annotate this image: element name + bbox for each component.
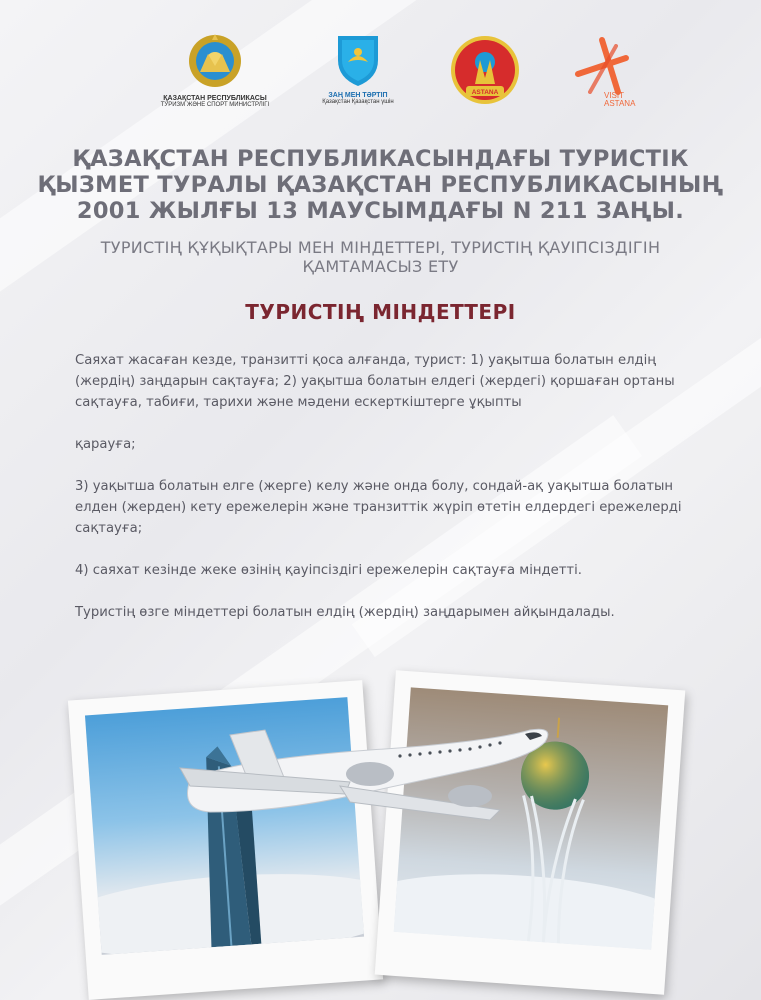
law-order-caption-line1: ЗАҢ МЕН ТӘРТІП	[328, 92, 388, 99]
astana-label: ASTANA	[471, 89, 499, 96]
section-heading: ТУРИСТІҢ МІНДЕТТЕРІ	[245, 300, 516, 324]
paragraph-4: 4) саяхат кезінде жеке өзінің қауіпсіздігі ережелерін сақтауға міндетті.	[75, 563, 582, 578]
star-icon	[572, 32, 652, 108]
astana-logo	[450, 32, 520, 113]
page-title: ҚАЗАҚСТАН РЕСПУБЛИКАСЫНДАҒЫ ТУРИСТІК ҚЫЗМЕТ ТУРАЛЫ ҚАЗАҚСТАН РЕСПУБЛИКАСЫНЫҢ 2001 ЖЫЛҒЫ 13 МАУСЫМДАҒЫ N 211 ЗАҢЫ.	[37, 146, 724, 224]
ministry-caption-line1: ҚАЗАҚСТАН РЕСПУБЛИКАСЫ	[163, 95, 267, 102]
ministry-caption-line2: ТУРИЗМ ЖӘНЕ СПОРТ МИНИСТРЛІГІ	[160, 102, 270, 108]
visit-astana-logo	[572, 32, 652, 113]
paragraph-2: қарауға;	[75, 437, 136, 452]
astana-word: ASTANA	[604, 99, 636, 108]
kazakhstan-emblem-icon	[150, 32, 280, 90]
paragraph-3: 3) уақытша болатын елге (жерге) келу және онда болу, сондай-ақ уақытша болатын елден (жерден) кету ережелерін және транзиттік жүріп өтетін елдердегі ережелерді сақтауға;	[75, 479, 682, 536]
ministry-logo	[150, 32, 280, 109]
airplane-icon	[170, 690, 560, 850]
shield-icon	[318, 32, 398, 87]
law-order-caption-line2: Қазақстан Қазақстан үшін	[322, 99, 394, 105]
astana-emblem-icon	[450, 32, 520, 108]
logos-row	[0, 32, 761, 122]
body-text	[75, 350, 705, 623]
page-subtitle: ТУРИСТІҢ ҚҰҚЫҚТАРЫ МЕН МІНДЕТТЕРІ, ТУРИСТІҢ ҚАУІПСІЗДІГІН ҚАМТАМАСЫЗ ЕТУ	[100, 238, 661, 276]
law-order-logo	[318, 32, 398, 106]
paragraph-5: Туристің өзге міндеттері болатын елдің (жердің) заңдарымен айқындалады.	[75, 605, 615, 620]
visit-label: VISIT	[604, 91, 625, 100]
paragraph-1: Саяхат жасаған кезде, транзитті қоса алғанда, турист: 1) уақытша болатын елдің (жердің) заңдарын сақтауға; 2) уақытша болатын елдегі (жердегі) қоршаған ортаны сақтауға, табиғи, тарихи және мәдени ескерткіштерге ұқыпты	[75, 353, 675, 410]
